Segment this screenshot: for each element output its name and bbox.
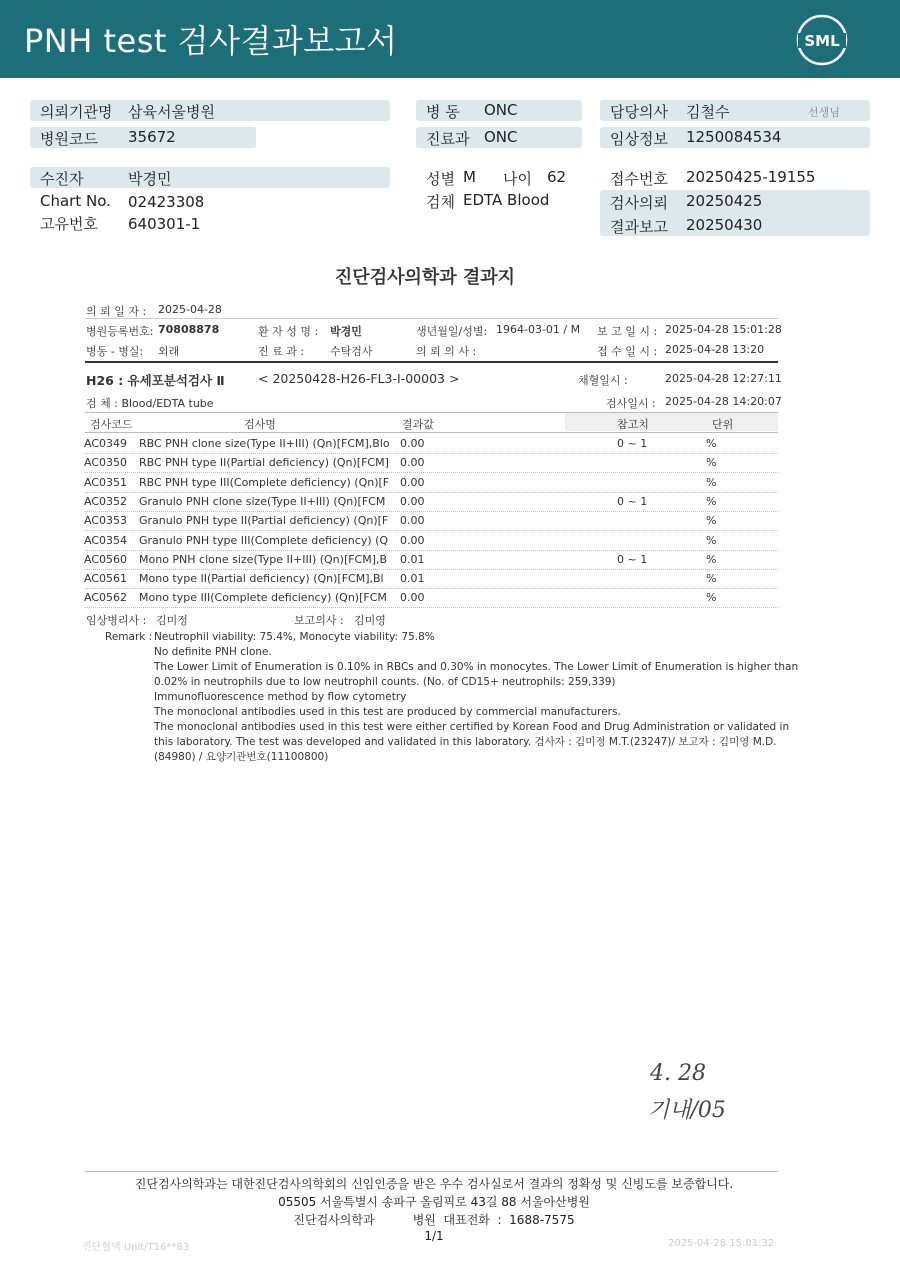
result-value: 20250430 xyxy=(686,216,763,234)
row-name: Mono type II(Partial deficiency) (Qn)[FCM],Bl xyxy=(139,572,384,585)
report-doc: 김미영 xyxy=(354,614,386,627)
row-unit: % xyxy=(706,514,717,527)
result-label: 결과보고 xyxy=(610,218,668,236)
collect-time: 2025-04-28 12:27:11 xyxy=(665,372,782,385)
row-ref: 0 ~ 1 xyxy=(617,437,648,450)
clin-path-label: 임상병리사 : xyxy=(86,614,147,627)
footer-tiny-left: 진단혈액 Unit/T16**83 xyxy=(82,1242,190,1253)
row-result: 0.00 xyxy=(400,437,425,450)
row-code: AC0353 xyxy=(84,514,128,527)
chart-value: 02423308 xyxy=(128,193,205,211)
row-unit: % xyxy=(706,437,717,450)
sml-logo xyxy=(796,14,848,66)
remark-line: 0.02% in neutrophils due to low neutrophil counts. (No. of CD15+ neutrophils: 259,339) xyxy=(154,676,616,688)
remark-line: The Lower Limit of Enumeration is 0.10% in RBCs and 0.30% in monocytes. The Lower Limit of Enumeration is higher than xyxy=(154,661,799,673)
handwritten-note xyxy=(640,1055,750,1130)
handwriting-line1: 4. 28 xyxy=(650,1061,706,1086)
row-divider xyxy=(85,492,778,493)
row-name: Mono PNH clone size(Type II+III) (Qn)[FCM],B xyxy=(139,553,388,566)
row-code: AC0561 xyxy=(84,572,128,585)
ward-room-label: 병동 - 병실: xyxy=(86,345,144,358)
row-unit: % xyxy=(706,456,717,469)
header-bar xyxy=(0,0,900,78)
clinical-label: 임상정보 xyxy=(610,130,668,148)
row-code: AC0354 xyxy=(84,534,128,547)
patient-pill xyxy=(30,167,390,188)
pname: 박경민 xyxy=(330,325,362,338)
sex-label: 성별 xyxy=(426,170,455,188)
col-code: 검사코드 xyxy=(90,418,133,431)
requester-value: 삼육서울병원 xyxy=(128,103,215,121)
uid-label: 고유번호 xyxy=(40,215,98,233)
row-name: Granulo PNH type III(Complete deficiency) (Q xyxy=(139,534,389,547)
handwriting-line2: 기내/05 xyxy=(648,1098,726,1123)
receipt-time: 2025-04-28 13:20 xyxy=(665,343,765,356)
row-result: 0.00 xyxy=(400,476,425,489)
row-divider xyxy=(85,472,778,473)
rule xyxy=(85,318,778,319)
dept-value: ONC xyxy=(484,128,518,146)
row-code: AC0350 xyxy=(84,456,128,469)
dob: 1964-03-01 / M xyxy=(496,323,581,336)
row-unit: % xyxy=(706,476,717,489)
specimen-value: EDTA Blood xyxy=(463,191,550,209)
rule xyxy=(85,432,778,433)
row-name: RBC PNH type II(Partial deficiency) (Qn)[FCM] xyxy=(139,456,389,469)
test-time: 2025-04-28 14:20:07 xyxy=(665,395,782,408)
reg-no: 70808878 xyxy=(158,323,220,336)
footer-line1: 진단검사의학과는 대한진단검사의학회의 신임인증을 받은 우수 검사실로서 결과의 정확성 및 신빙도를 보증합니다. xyxy=(134,1177,734,1191)
req-date: 2025-04-28 xyxy=(158,303,222,316)
receipt-value: 20250425-19155 xyxy=(686,168,816,186)
row-unit: % xyxy=(706,534,717,547)
test-name: H26 : 유세포분석검사 Ⅱ xyxy=(86,373,225,388)
remark-label: Remark : xyxy=(105,631,153,643)
row-ref: 0 ~ 1 xyxy=(617,495,648,508)
rep-dept: 수탁검사 xyxy=(330,345,373,358)
report-time-label: 보 고 일 시 : xyxy=(597,325,658,338)
rule-thick xyxy=(85,361,778,363)
remark-line: The monoclonal antibodies used in this test are produced by commercial manufacturers. xyxy=(154,706,621,718)
uid-value: 640301-1 xyxy=(128,215,201,233)
doctor-suffix: 선생님 xyxy=(808,106,840,119)
page-number: 1/1 xyxy=(424,1229,444,1243)
request-label: 검사의뢰 xyxy=(610,194,668,212)
hospital-code-label: 병원코드 xyxy=(40,130,98,148)
specimen-label: 검체 xyxy=(426,193,455,211)
pname-label: 환 자 성 명 : xyxy=(258,325,319,338)
footer-rule xyxy=(85,1171,778,1172)
requester-label: 의뢰기관명 xyxy=(40,103,113,121)
row-unit: % xyxy=(706,591,717,604)
row-result: 0.00 xyxy=(400,456,425,469)
barcode: < 20250428-H26-FL3-I-00003 > xyxy=(258,371,460,386)
rule xyxy=(85,412,778,413)
col-unit: 단위 xyxy=(712,418,734,431)
clinical-value: 1250084534 xyxy=(686,128,782,146)
row-code: AC0352 xyxy=(84,495,128,508)
rep-dept-label: 진 료 과 : xyxy=(258,345,305,358)
remark-line: Neutrophil viability: 75.4%, Monocyte viability: 75.8% xyxy=(154,631,435,643)
patient-label: 수진자 xyxy=(40,170,84,188)
row-divider xyxy=(85,607,778,608)
req-doc-label: 의 뢰 의 사 : xyxy=(416,345,477,358)
row-result: 0.01 xyxy=(400,553,425,566)
row-name: RBC PNH type III(Complete deficiency) (Qn)[F xyxy=(139,476,390,489)
ward-value: ONC xyxy=(484,101,518,119)
row-result: 0.00 xyxy=(400,495,425,508)
row-result: 0.00 xyxy=(400,591,425,604)
dept-label: 진료과 xyxy=(426,130,470,148)
row-name: Granulo PNH clone size(Type II+III) (Qn)[FCM xyxy=(139,495,386,508)
report-title: 진단검사의학과 결과지 xyxy=(334,267,516,288)
reg-no-label: 병원등록번호: xyxy=(86,325,154,338)
footer-tiny-right: 2025-04-28 15:01:32 xyxy=(668,1238,775,1249)
ward-label: 병 동 xyxy=(426,103,460,121)
report-doc-label: 보고의사 : xyxy=(294,614,344,627)
collect-label: 채혈일시 : xyxy=(578,374,628,387)
logo-text: SML xyxy=(804,32,840,50)
receipt-time-label: 접 수 일 시 : xyxy=(597,345,658,358)
row-result: 0.00 xyxy=(400,534,425,547)
row-divider xyxy=(85,453,778,454)
row-code: AC0560 xyxy=(84,553,128,566)
ward-room: 외래 xyxy=(158,345,180,358)
test-time-label: 검사일시 : xyxy=(606,397,656,410)
doctor-label: 담당의사 xyxy=(610,103,668,121)
row-unit: % xyxy=(706,495,717,508)
table-header-shade xyxy=(565,413,778,431)
remark-line: (84980) / 요양기관번호(11100800) xyxy=(154,751,329,763)
row-code: AC0351 xyxy=(84,476,128,489)
sex-value: M xyxy=(463,168,476,186)
row-name: Granulo PNH type II(Partial deficiency) (Qn)[F xyxy=(139,514,389,527)
receipt-label: 접수번호 xyxy=(610,170,668,188)
remark-line: The monoclonal antibodies used in this test were either certified by Korean Food and Drug Administration or validated in xyxy=(154,721,790,733)
row-result: 0.00 xyxy=(400,514,425,527)
age-label: 나이 xyxy=(503,170,532,188)
chart-label: Chart No. xyxy=(40,192,111,210)
row-divider xyxy=(85,569,778,570)
request-value: 20250425 xyxy=(686,192,763,210)
row-divider xyxy=(85,530,778,531)
remark-line: No definite PNH clone. xyxy=(154,646,272,658)
row-unit: % xyxy=(706,553,717,566)
row-name: RBC PNH clone size(Type II+III) (Qn)[FCM],Blo xyxy=(139,437,390,450)
hospital-code-value: 35672 xyxy=(128,128,176,146)
report-time: 2025-04-28 15:01:28 xyxy=(665,323,782,336)
row-code: AC0349 xyxy=(84,437,128,450)
col-result: 결과값 xyxy=(402,418,434,431)
clin-path: 김미정 xyxy=(156,614,188,627)
row-unit: % xyxy=(706,572,717,585)
row-result: 0.01 xyxy=(400,572,425,585)
row-ref: 0 ~ 1 xyxy=(617,553,648,566)
page-title: PNH test 검사결과보고서 xyxy=(24,22,398,60)
footer-line2: 05505 서울특별시 송파구 올림픽로 43길 88 서울아산병원 xyxy=(278,1195,590,1209)
footer-line3: 진단검사의학과 병원 대표전화 : 1688-7575 xyxy=(293,1213,575,1227)
row-code: AC0562 xyxy=(84,591,128,604)
req-date-label: 의 뢰 일 자 : xyxy=(86,305,147,318)
doctor-value: 김철수 xyxy=(686,103,730,121)
specimen-line: 검 체 : Blood/EDTA tube xyxy=(86,397,214,410)
col-name: 검사명 xyxy=(244,418,276,431)
col-ref: 참고치 xyxy=(617,418,649,431)
remark-line: this laboratory. The test was developed and validated in this laboratory. 검사자 : 김미정 M.T.(23247)/ 보고자 : 김미영 M.D. xyxy=(154,736,777,748)
row-name: Mono type III(Complete deficiency) (Qn)[FCM xyxy=(139,591,387,604)
patient-value: 박경민 xyxy=(128,170,172,188)
age-value: 62 xyxy=(547,168,567,186)
row-divider xyxy=(85,588,778,589)
remark-line: Immunofluorescence method by flow cytometry xyxy=(154,691,407,703)
row-divider xyxy=(85,550,778,551)
row-divider xyxy=(85,511,778,512)
dob-label: 생년월일/성별: xyxy=(416,325,488,338)
